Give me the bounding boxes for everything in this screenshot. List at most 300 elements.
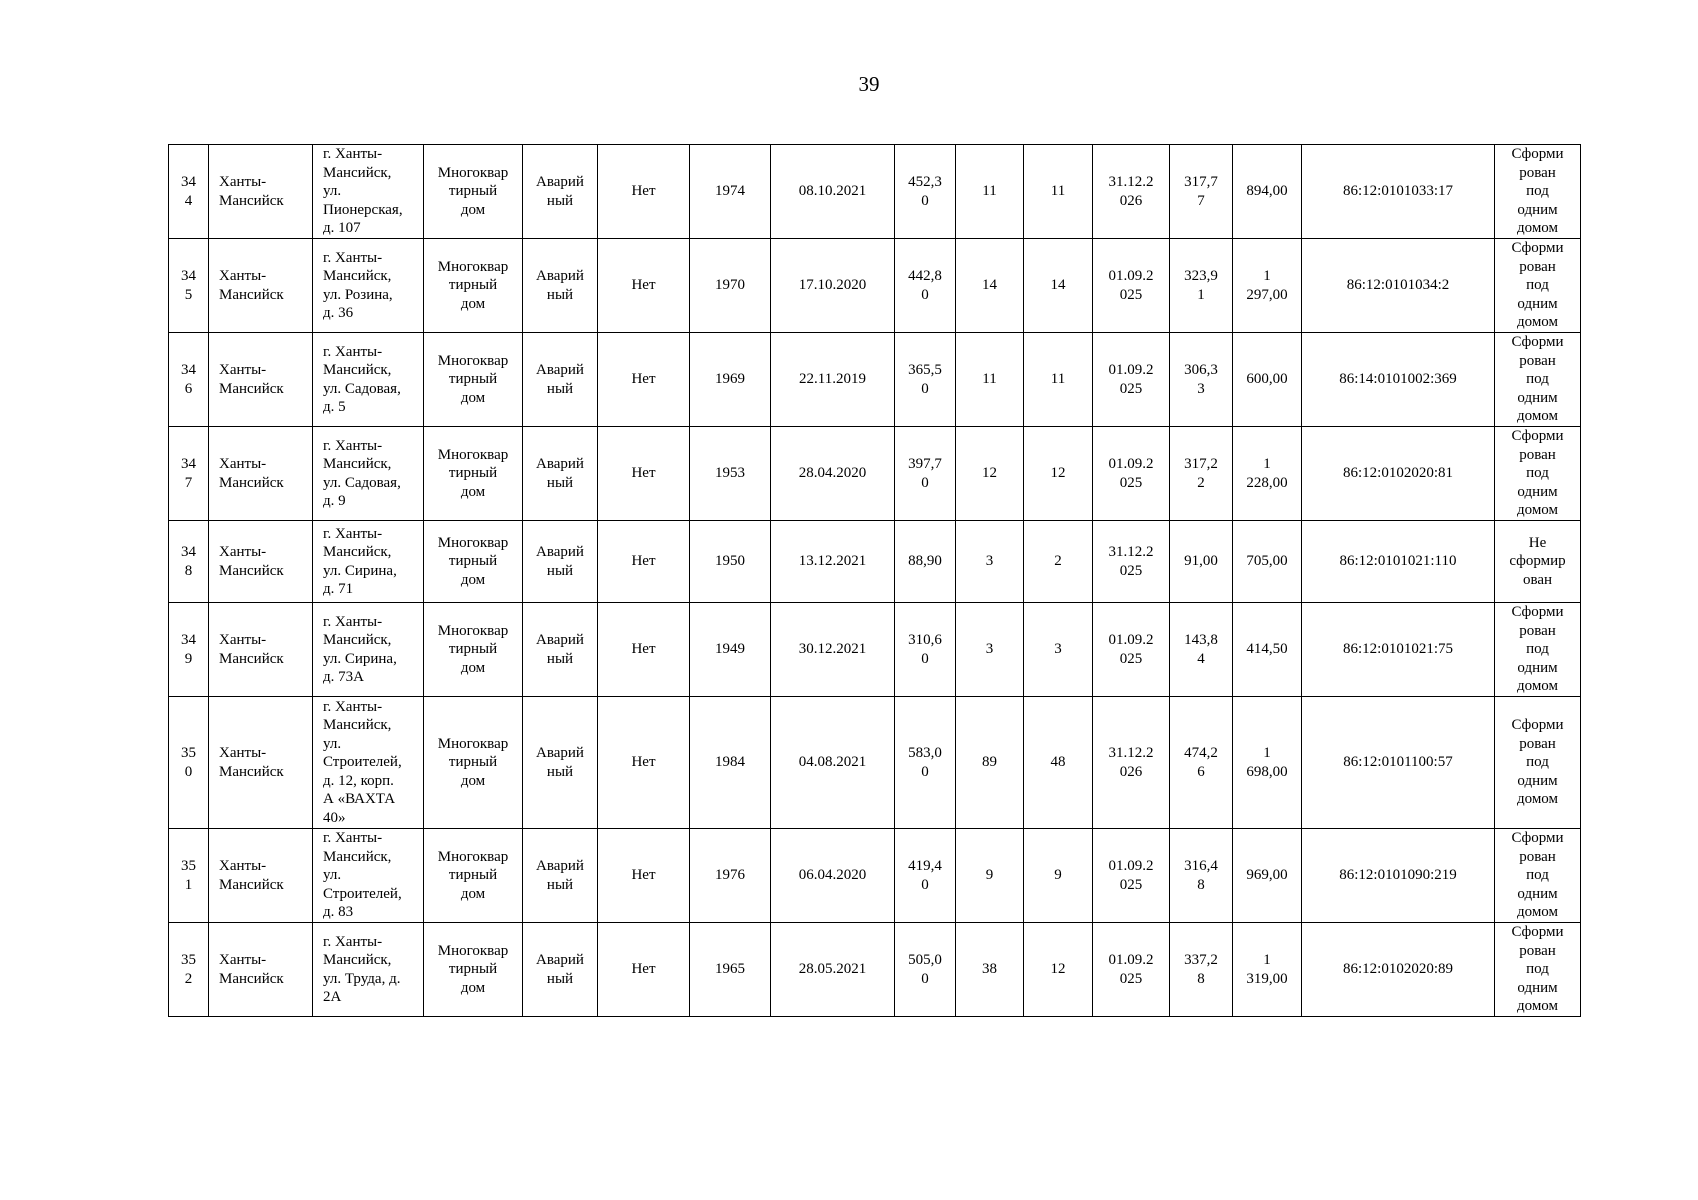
area-cell bbox=[895, 239, 956, 333]
cell-line: 025 bbox=[1119, 474, 1143, 491]
cell-line: Мансийск, bbox=[323, 632, 392, 649]
cell-line: 0 bbox=[921, 876, 929, 893]
cell-line: Мансийск bbox=[219, 286, 284, 303]
cadastral-number-cell: 86:12:0101021:110 bbox=[1302, 521, 1495, 603]
cell-line: 474,2 bbox=[1184, 745, 1218, 762]
municipality-cell bbox=[209, 697, 313, 829]
cell-line: 025 bbox=[1119, 970, 1143, 987]
flag-cell: Нет bbox=[598, 521, 690, 603]
cell-line: д. 5 bbox=[323, 398, 346, 415]
land-plot-cell bbox=[1495, 333, 1581, 427]
cell-line: д. 71 bbox=[323, 580, 354, 597]
cell-line: Ханты- bbox=[219, 174, 267, 191]
cell-line: дом bbox=[460, 295, 486, 312]
cell-line: дом bbox=[460, 772, 486, 789]
cell-line: тирный bbox=[448, 961, 498, 978]
count-1-cell: 3 bbox=[956, 603, 1024, 697]
cell-line: Не bbox=[1528, 534, 1547, 551]
cell-line: Многоквар bbox=[437, 942, 509, 959]
address-cell bbox=[313, 697, 424, 829]
cell-line: 01.09.2 bbox=[1108, 456, 1154, 473]
cell-line: рован bbox=[1519, 942, 1556, 959]
cell-line: Мансийск, bbox=[323, 362, 392, 379]
cell-line: Пионерская, bbox=[323, 201, 403, 218]
cell-line: дом bbox=[460, 389, 486, 406]
cell-line: Многоквар bbox=[437, 622, 509, 639]
cell-line: Ханты- bbox=[219, 362, 267, 379]
cell-line: г. Ханты- bbox=[323, 249, 383, 266]
cell-line: А «ВАХТА bbox=[323, 791, 396, 808]
cell-line: д. 9 bbox=[323, 492, 346, 509]
cell-line: Сформи bbox=[1511, 717, 1564, 734]
cell-line: ный bbox=[546, 763, 574, 780]
cell-line: 397,7 bbox=[908, 456, 942, 473]
cell-line: 34 bbox=[181, 544, 196, 561]
house-type-cell bbox=[424, 829, 523, 923]
address-cell bbox=[313, 521, 424, 603]
cell-line: домом bbox=[1516, 904, 1559, 921]
cell-line: 025 bbox=[1119, 380, 1143, 397]
cell-line: рован bbox=[1519, 735, 1556, 752]
cell-line: 0 bbox=[921, 192, 929, 209]
house-type-cell bbox=[424, 923, 523, 1017]
cell-line: домом bbox=[1516, 502, 1559, 519]
cell-line: Сформи bbox=[1511, 240, 1564, 257]
land-plot-cell bbox=[1495, 923, 1581, 1017]
build-year-cell: 1953 bbox=[690, 427, 771, 521]
table-row bbox=[169, 829, 1581, 923]
cell-line: тирный bbox=[448, 277, 498, 294]
housing-registry-table bbox=[168, 144, 1581, 1017]
cell-line: 705,00 bbox=[1246, 553, 1288, 570]
deadline-cell bbox=[1093, 521, 1170, 603]
cell-line: 6 bbox=[184, 380, 193, 397]
cell-line: 34 bbox=[181, 456, 196, 473]
address-cell bbox=[313, 145, 424, 239]
deadline-cell bbox=[1093, 829, 1170, 923]
cell-line: 025 bbox=[1119, 286, 1143, 303]
table-row bbox=[169, 521, 1581, 603]
count-1-cell: 38 bbox=[956, 923, 1024, 1017]
cell-line: домом bbox=[1516, 678, 1559, 695]
cell-line: Ханты- bbox=[219, 952, 267, 969]
cell-line: Мансийск bbox=[219, 970, 284, 987]
value-1-cell bbox=[1170, 697, 1233, 829]
cell-line: 2А bbox=[323, 988, 342, 1005]
cell-line: 01.09.2 bbox=[1108, 362, 1154, 379]
cell-line: 025 bbox=[1119, 650, 1143, 667]
cell-line: одним bbox=[1517, 483, 1558, 500]
cell-line: д. 12, корп. bbox=[323, 772, 394, 789]
cell-line: одним bbox=[1517, 885, 1558, 902]
cell-line: под bbox=[1526, 641, 1549, 658]
cell-line: Строителей, bbox=[323, 754, 402, 771]
count-2-cell: 2 bbox=[1024, 521, 1093, 603]
cell-line: 365,5 bbox=[908, 362, 942, 379]
value-2-cell bbox=[1233, 603, 1302, 697]
count-2-cell: 12 bbox=[1024, 427, 1093, 521]
count-1-cell: 9 bbox=[956, 829, 1024, 923]
cell-line: 1 bbox=[1263, 456, 1271, 473]
cell-line: одним bbox=[1517, 772, 1558, 789]
cell-line: ован bbox=[1522, 571, 1553, 588]
cell-line: г. Ханты- bbox=[323, 699, 383, 716]
cell-line: одним bbox=[1517, 979, 1558, 996]
cell-line: г. Ханты- bbox=[323, 525, 383, 542]
cell-line: 894,00 bbox=[1246, 183, 1288, 200]
cell-line: 31.12.2 bbox=[1108, 745, 1154, 762]
cell-line: Мансийск bbox=[219, 380, 284, 397]
count-1-cell: 11 bbox=[956, 145, 1024, 239]
value-2-cell bbox=[1233, 697, 1302, 829]
cell-line: Мансийск, bbox=[323, 164, 392, 181]
cell-line: ул. Труда, д. bbox=[323, 970, 401, 987]
condition-status-cell bbox=[523, 333, 598, 427]
cell-line: Аварий bbox=[536, 268, 584, 285]
recognition-date-cell: 28.04.2020 bbox=[771, 427, 895, 521]
cell-line: 316,4 bbox=[1184, 858, 1218, 875]
count-2-cell: 11 bbox=[1024, 333, 1093, 427]
recognition-date-cell: 30.12.2021 bbox=[771, 603, 895, 697]
cell-line: под bbox=[1526, 961, 1549, 978]
cell-line: Мансийск, bbox=[323, 717, 392, 734]
area-cell bbox=[895, 603, 956, 697]
cell-line: одним bbox=[1517, 295, 1558, 312]
cell-line: 01.09.2 bbox=[1108, 632, 1154, 649]
cell-line: дом bbox=[460, 201, 486, 218]
cell-line: дом bbox=[460, 571, 486, 588]
cell-line: дом bbox=[460, 659, 486, 676]
cadastral-number-cell: 86:12:0101090:219 bbox=[1302, 829, 1495, 923]
deadline-cell bbox=[1093, 145, 1170, 239]
cadastral-number-cell: 86:12:0102020:81 bbox=[1302, 427, 1495, 521]
cell-line: одним bbox=[1517, 201, 1558, 218]
table-row bbox=[169, 697, 1581, 829]
cell-line: Сформи bbox=[1511, 334, 1564, 351]
build-year-cell: 1974 bbox=[690, 145, 771, 239]
cell-line: 442,8 bbox=[908, 268, 942, 285]
value-1-cell bbox=[1170, 333, 1233, 427]
cell-line: Многоквар bbox=[437, 848, 509, 865]
cell-line: 8 bbox=[1197, 876, 1205, 893]
cell-line: 6 bbox=[1197, 763, 1205, 780]
cell-line: 297,00 bbox=[1246, 286, 1288, 303]
cell-line: ный bbox=[546, 380, 574, 397]
cell-line: 2 bbox=[184, 970, 193, 987]
cadastral-number-cell: 86:12:0101021:75 bbox=[1302, 603, 1495, 697]
cell-line: рован bbox=[1519, 258, 1556, 275]
cell-line: 35 bbox=[181, 952, 196, 969]
cell-line: 337,2 bbox=[1184, 952, 1218, 969]
cell-line: ный bbox=[546, 876, 574, 893]
cell-line: Мансийск, bbox=[323, 848, 392, 865]
cell-line: Многоквар bbox=[437, 534, 509, 551]
cell-line: тирный bbox=[448, 754, 498, 771]
cadastral-number-cell: 86:12:0101033:17 bbox=[1302, 145, 1495, 239]
cell-line: Многоквар bbox=[437, 735, 509, 752]
cell-line: 2 bbox=[1197, 474, 1205, 491]
cell-line: ный bbox=[546, 970, 574, 987]
row-number-cell bbox=[169, 333, 209, 427]
cell-line: д. 73А bbox=[323, 668, 364, 685]
build-year-cell: 1976 bbox=[690, 829, 771, 923]
row-number-cell bbox=[169, 239, 209, 333]
cell-line: домом bbox=[1516, 314, 1559, 331]
build-year-cell: 1950 bbox=[690, 521, 771, 603]
value-1-cell bbox=[1170, 145, 1233, 239]
cell-line: домом bbox=[1516, 998, 1559, 1015]
table-row bbox=[169, 145, 1581, 239]
house-type-cell bbox=[424, 603, 523, 697]
cell-line: одним bbox=[1517, 389, 1558, 406]
cadastral-number-cell: 86:12:0102020:89 bbox=[1302, 923, 1495, 1017]
value-2-cell bbox=[1233, 427, 1302, 521]
cell-line: 0 bbox=[921, 763, 929, 780]
cell-line: Многоквар bbox=[437, 446, 509, 463]
cell-line: Ханты- bbox=[219, 858, 267, 875]
municipality-cell bbox=[209, 239, 313, 333]
cell-line: Ханты- bbox=[219, 268, 267, 285]
table-row bbox=[169, 333, 1581, 427]
house-type-cell bbox=[424, 697, 523, 829]
cell-line: 91,00 bbox=[1184, 553, 1218, 570]
page-number: 39 bbox=[858, 72, 880, 96]
land-plot-cell bbox=[1495, 521, 1581, 603]
land-plot-cell bbox=[1495, 239, 1581, 333]
municipality-cell bbox=[209, 829, 313, 923]
cell-line: 01.09.2 bbox=[1108, 858, 1154, 875]
value-2-cell bbox=[1233, 145, 1302, 239]
cell-line: г. Ханты- bbox=[323, 437, 383, 454]
cell-line: 7 bbox=[1197, 192, 1205, 209]
cell-line: 0 bbox=[921, 474, 929, 491]
table-row bbox=[169, 923, 1581, 1017]
house-type-cell bbox=[424, 239, 523, 333]
cell-line: 35 bbox=[181, 745, 196, 762]
cell-line: ный bbox=[546, 562, 574, 579]
cell-line: Мансийск, bbox=[323, 456, 392, 473]
cell-line: г. Ханты- bbox=[323, 933, 383, 950]
value-1-cell bbox=[1170, 603, 1233, 697]
cell-line: Мансийск bbox=[219, 650, 284, 667]
count-1-cell: 3 bbox=[956, 521, 1024, 603]
flag-cell: Нет bbox=[598, 333, 690, 427]
cell-line: Сформи bbox=[1511, 830, 1564, 847]
cell-line: тирный bbox=[448, 867, 498, 884]
cell-line: 025 bbox=[1119, 876, 1143, 893]
cell-line: домом bbox=[1516, 220, 1559, 237]
condition-status-cell bbox=[523, 697, 598, 829]
cell-line: Мансийск bbox=[219, 192, 284, 209]
cell-line: рован bbox=[1519, 446, 1556, 463]
build-year-cell: 1965 bbox=[690, 923, 771, 1017]
land-plot-cell bbox=[1495, 145, 1581, 239]
cell-line: ул. Розина, bbox=[323, 286, 393, 303]
cell-line: ул. bbox=[323, 735, 342, 752]
cell-line: 0 bbox=[184, 763, 193, 780]
cell-line: д. 83 bbox=[323, 904, 354, 921]
count-2-cell: 12 bbox=[1024, 923, 1093, 1017]
cell-line: сформир bbox=[1509, 553, 1566, 570]
deadline-cell bbox=[1093, 697, 1170, 829]
cell-line: Ханты- bbox=[219, 632, 267, 649]
cell-line: дом bbox=[460, 979, 486, 996]
deadline-cell bbox=[1093, 603, 1170, 697]
value-1-cell bbox=[1170, 521, 1233, 603]
cell-line: 025 bbox=[1119, 562, 1143, 579]
cell-line: 1 bbox=[1197, 286, 1205, 303]
cell-line: 319,00 bbox=[1246, 970, 1288, 987]
cell-line: Аварий bbox=[536, 174, 584, 191]
cell-line: под bbox=[1526, 183, 1549, 200]
flag-cell: Нет bbox=[598, 603, 690, 697]
cell-line: Сформи bbox=[1511, 924, 1564, 941]
count-1-cell: 14 bbox=[956, 239, 1024, 333]
cell-line: Сформи bbox=[1511, 428, 1564, 445]
cell-line: Многоквар bbox=[437, 352, 509, 369]
cell-line: 0 bbox=[921, 286, 929, 303]
cell-line: 505,0 bbox=[908, 952, 942, 969]
cell-line: ный bbox=[546, 286, 574, 303]
cell-line: 34 bbox=[181, 632, 196, 649]
build-year-cell: 1970 bbox=[690, 239, 771, 333]
cell-line: 8 bbox=[1197, 970, 1205, 987]
condition-status-cell bbox=[523, 923, 598, 1017]
value-1-cell bbox=[1170, 427, 1233, 521]
cell-line: 1 bbox=[184, 876, 193, 893]
cell-line: 01.09.2 bbox=[1108, 952, 1154, 969]
table-row bbox=[169, 427, 1581, 521]
cell-line: ный bbox=[546, 474, 574, 491]
deadline-cell bbox=[1093, 427, 1170, 521]
address-cell bbox=[313, 829, 424, 923]
cell-line: г. Ханты- bbox=[323, 613, 383, 630]
count-2-cell: 11 bbox=[1024, 145, 1093, 239]
cell-line: тирный bbox=[448, 465, 498, 482]
cell-line: 01.09.2 bbox=[1108, 268, 1154, 285]
value-2-cell bbox=[1233, 923, 1302, 1017]
area-cell bbox=[895, 333, 956, 427]
cell-line: домом bbox=[1516, 408, 1559, 425]
row-number-cell bbox=[169, 603, 209, 697]
address-cell bbox=[313, 239, 424, 333]
land-plot-cell bbox=[1495, 603, 1581, 697]
cell-line: Ханты- bbox=[219, 544, 267, 561]
cell-line: под bbox=[1526, 754, 1549, 771]
cell-line: дом bbox=[460, 885, 486, 902]
recognition-date-cell: 17.10.2020 bbox=[771, 239, 895, 333]
value-2-cell bbox=[1233, 239, 1302, 333]
count-2-cell: 14 bbox=[1024, 239, 1093, 333]
cell-line: рован bbox=[1519, 164, 1556, 181]
land-plot-cell bbox=[1495, 427, 1581, 521]
cell-line: 583,0 bbox=[908, 745, 942, 762]
value-2-cell bbox=[1233, 333, 1302, 427]
cell-line: Сформи bbox=[1511, 146, 1564, 163]
area-cell bbox=[895, 427, 956, 521]
cell-line: ул. Сирина, bbox=[323, 650, 397, 667]
condition-status-cell bbox=[523, 829, 598, 923]
row-number-cell bbox=[169, 923, 209, 1017]
address-cell bbox=[313, 427, 424, 521]
cell-line: 9 bbox=[184, 650, 193, 667]
cell-line: рован bbox=[1519, 622, 1556, 639]
count-1-cell: 11 bbox=[956, 333, 1024, 427]
cell-line: 026 bbox=[1119, 763, 1143, 780]
value-1-cell bbox=[1170, 923, 1233, 1017]
cell-line: 969,00 bbox=[1246, 867, 1288, 884]
condition-status-cell bbox=[523, 521, 598, 603]
area-cell bbox=[895, 923, 956, 1017]
value-1-cell bbox=[1170, 829, 1233, 923]
build-year-cell: 1984 bbox=[690, 697, 771, 829]
cell-line: 228,00 bbox=[1246, 474, 1288, 491]
recognition-date-cell: 28.05.2021 bbox=[771, 923, 895, 1017]
cell-line: д. 107 bbox=[323, 220, 361, 237]
value-1-cell bbox=[1170, 239, 1233, 333]
cell-line: под bbox=[1526, 465, 1549, 482]
cell-line: 34 bbox=[181, 268, 196, 285]
cell-line: Ханты- bbox=[219, 456, 267, 473]
cell-line: домом bbox=[1516, 791, 1559, 808]
recognition-date-cell: 22.11.2019 bbox=[771, 333, 895, 427]
count-2-cell: 48 bbox=[1024, 697, 1093, 829]
build-year-cell: 1949 bbox=[690, 603, 771, 697]
flag-cell: Нет bbox=[598, 427, 690, 521]
municipality-cell bbox=[209, 521, 313, 603]
cell-line: 317,2 bbox=[1184, 456, 1218, 473]
address-cell bbox=[313, 333, 424, 427]
cell-line: 026 bbox=[1119, 192, 1143, 209]
count-2-cell: 9 bbox=[1024, 829, 1093, 923]
cell-line: 4 bbox=[184, 192, 193, 209]
cell-line: ул. Садовая, bbox=[323, 474, 401, 491]
count-1-cell: 12 bbox=[956, 427, 1024, 521]
cell-line: 0 bbox=[921, 380, 929, 397]
house-type-cell bbox=[424, 145, 523, 239]
cell-line: под bbox=[1526, 371, 1549, 388]
table-row bbox=[169, 603, 1581, 697]
cell-line: Мансийск bbox=[219, 876, 284, 893]
cell-line: Ханты- bbox=[219, 745, 267, 762]
condition-status-cell bbox=[523, 427, 598, 521]
municipality-cell bbox=[209, 145, 313, 239]
cell-line: Строителей, bbox=[323, 885, 402, 902]
recognition-date-cell: 06.04.2020 bbox=[771, 829, 895, 923]
cell-line: ул. Сирина, bbox=[323, 562, 397, 579]
row-number-cell bbox=[169, 427, 209, 521]
row-number-cell bbox=[169, 697, 209, 829]
cell-line: 1 bbox=[1263, 952, 1271, 969]
address-cell bbox=[313, 603, 424, 697]
cell-line: Аварий bbox=[536, 456, 584, 473]
deadline-cell bbox=[1093, 923, 1170, 1017]
cell-line: г. Ханты- bbox=[323, 146, 383, 163]
recognition-date-cell: 04.08.2021 bbox=[771, 697, 895, 829]
cell-line: г. Ханты- bbox=[323, 343, 383, 360]
municipality-cell bbox=[209, 427, 313, 521]
land-plot-cell bbox=[1495, 829, 1581, 923]
cell-line: Аварий bbox=[536, 745, 584, 762]
area-cell bbox=[895, 145, 956, 239]
cell-line: 34 bbox=[181, 174, 196, 191]
cell-line: 306,3 bbox=[1184, 362, 1218, 379]
cell-line: ный bbox=[546, 192, 574, 209]
cell-line: 317,7 bbox=[1184, 174, 1218, 191]
value-2-cell bbox=[1233, 829, 1302, 923]
house-type-cell bbox=[424, 427, 523, 521]
cell-line: Мансийск, bbox=[323, 268, 392, 285]
